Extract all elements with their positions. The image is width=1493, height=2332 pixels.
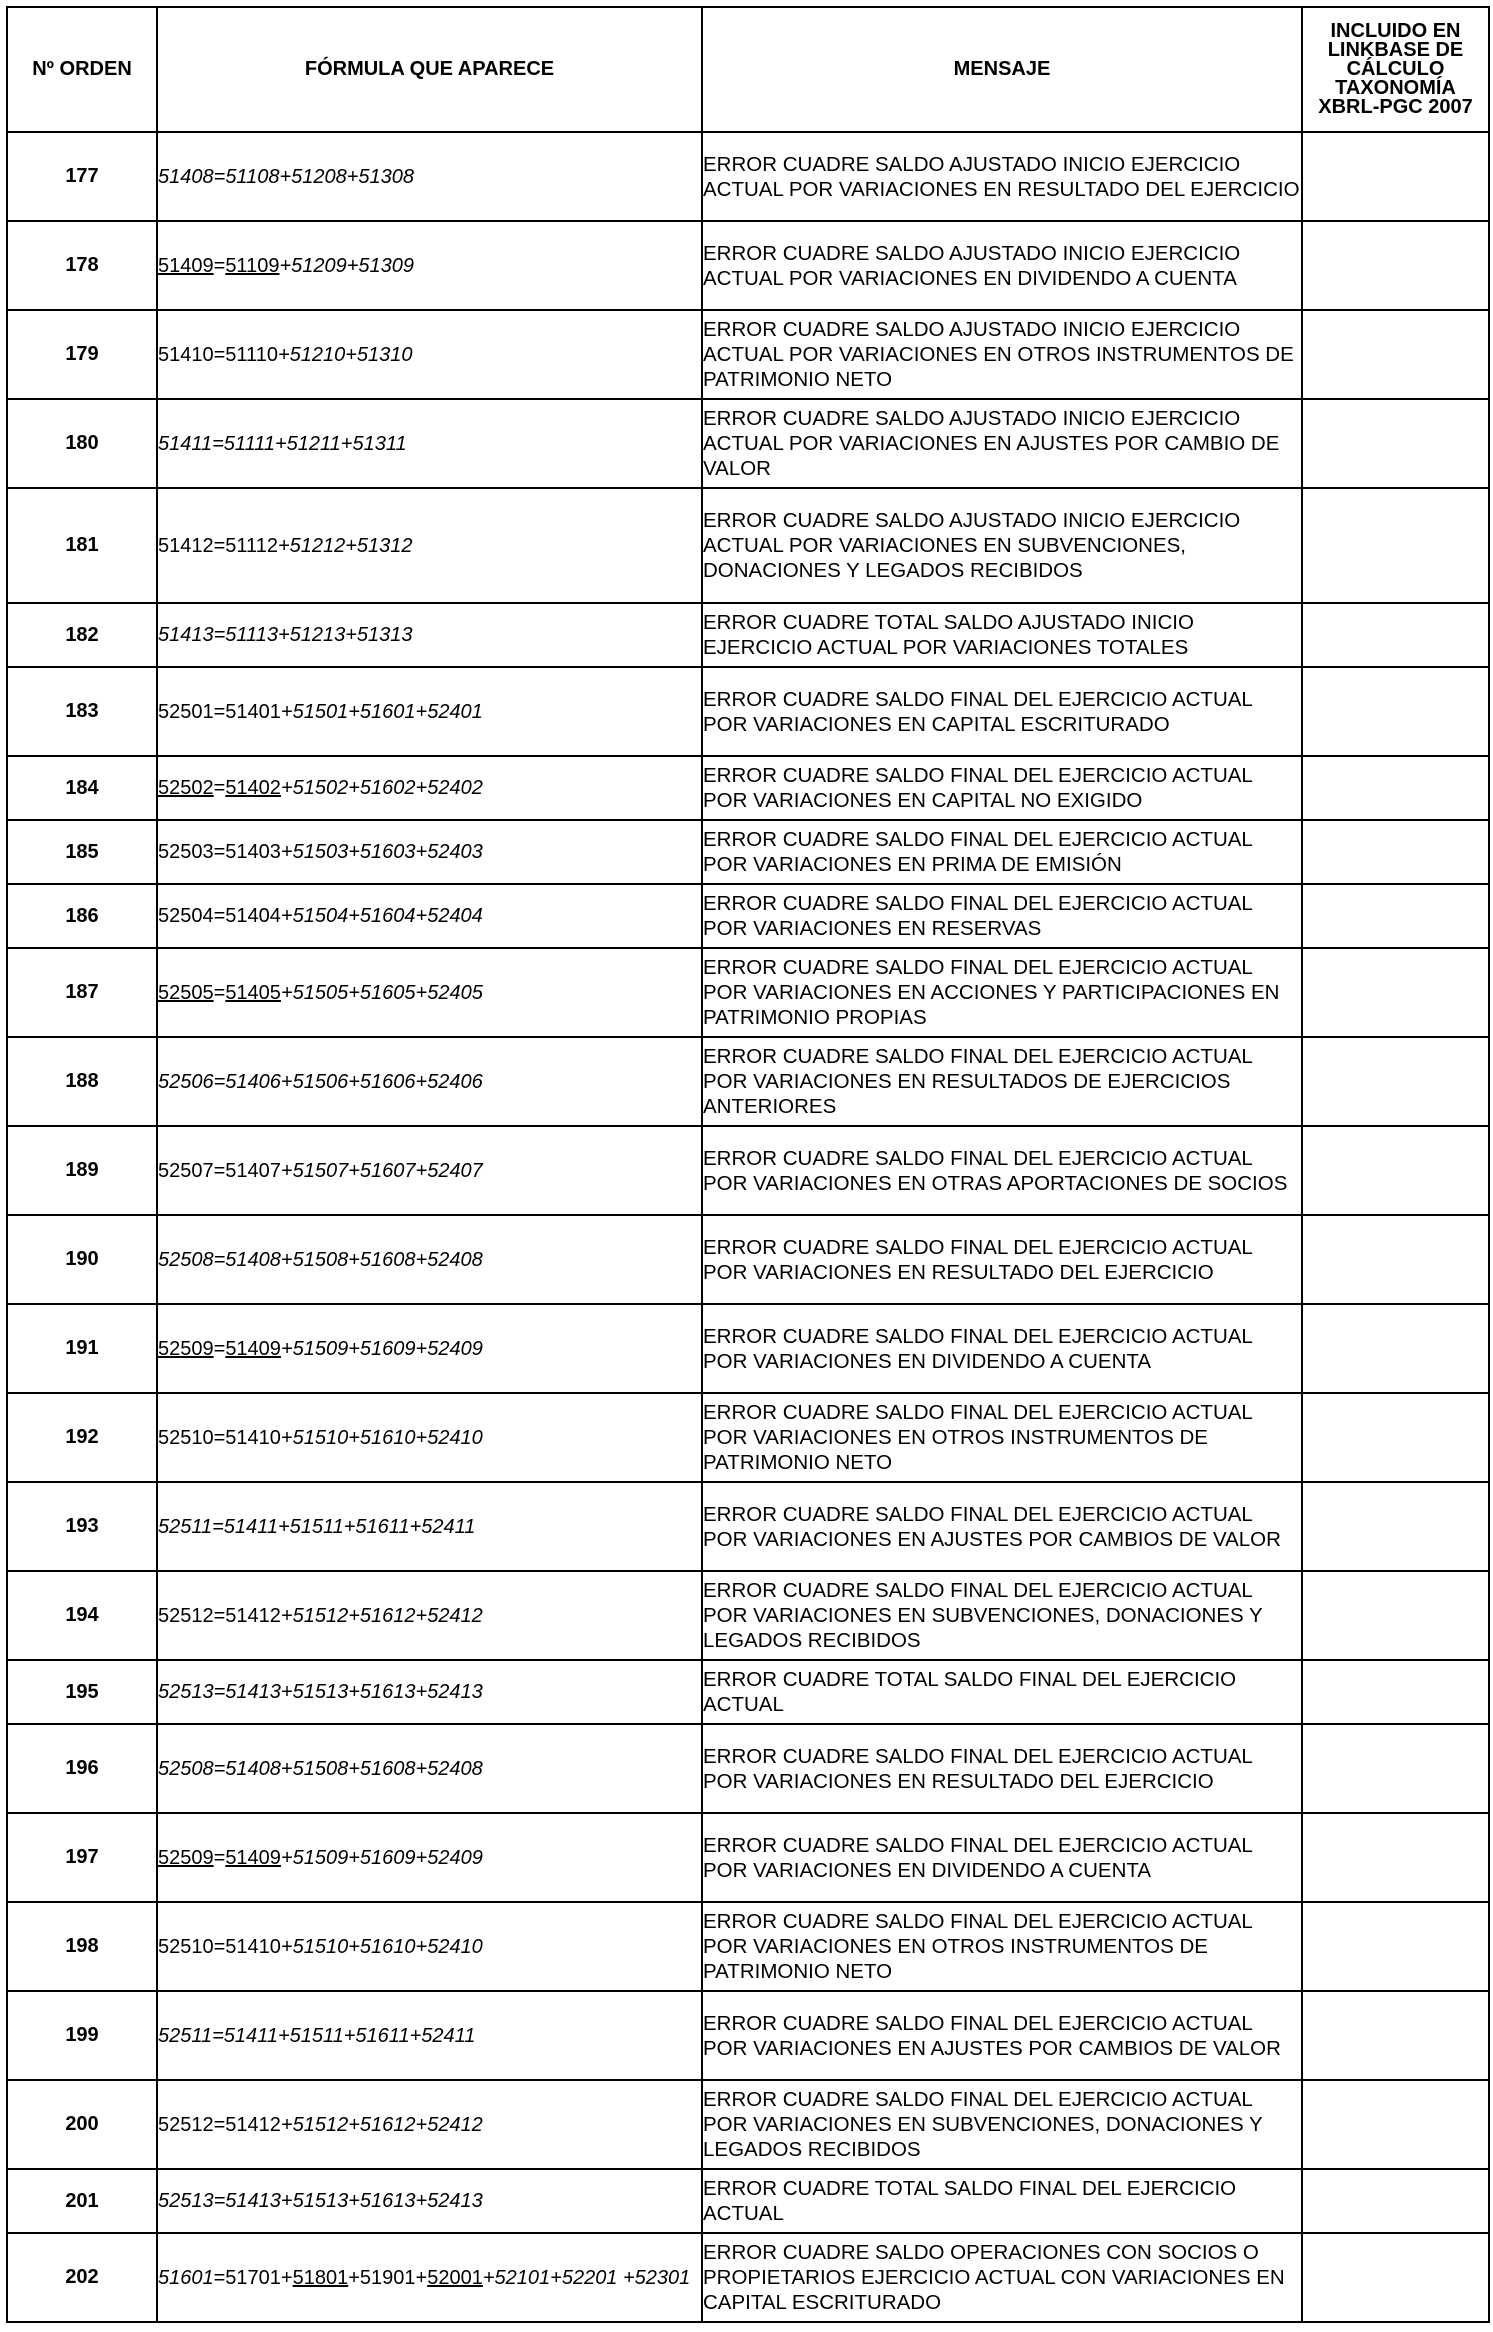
- formula-segment: 51405: [225, 981, 281, 1004]
- table-row: [7, 1813, 1489, 1902]
- incluido-cell: [1302, 948, 1489, 1037]
- message-cell: ERROR CUADRE TOTAL SALDO FINAL DEL EJERCICIO ACTUAL: [702, 1660, 1302, 1724]
- formula-segment: 52501=51401: [158, 700, 281, 723]
- formula-cell: [157, 820, 702, 884]
- table-row: [7, 310, 1489, 399]
- order-number: 200: [7, 2080, 157, 2169]
- message-cell: ERROR CUADRE SALDO FINAL DEL EJERCICIO ACTUAL POR VARIACIONES EN SUBVENCIONES, DONACIONES Y LEGADOS RECIBIDOS: [702, 2080, 1302, 2169]
- order-number: 196: [7, 1724, 157, 1813]
- formula-cell: [157, 310, 702, 399]
- formula-segment: =: [213, 777, 226, 799]
- table-row: [7, 132, 1489, 221]
- formula-segment: 51413=51113+51213+51313: [158, 624, 413, 646]
- formula-segment: 52505: [158, 981, 214, 1004]
- table-row: [7, 1724, 1489, 1813]
- incluido-cell: [1302, 1482, 1489, 1571]
- formula-segment: 52508=51408+51508+51608+52408: [158, 1757, 483, 1780]
- formula-cell: [157, 2080, 702, 2169]
- order-number: 199: [7, 1991, 157, 2080]
- order-number: 194: [7, 1571, 157, 1660]
- message-cell: ERROR CUADRE TOTAL SALDO AJUSTADO INICIO EJERCICIO ACTUAL POR VARIACIONES TOTALES: [702, 603, 1302, 667]
- formula-segment: 51108: [225, 165, 280, 188]
- header-mensaje: MENSAJE: [702, 7, 1302, 132]
- message-cell: ERROR CUADRE SALDO FINAL DEL EJERCICIO ACTUAL POR VARIACIONES EN CAPITAL NO EXIGIDO: [702, 756, 1302, 820]
- formula-segment: =51701+: [213, 2266, 293, 2289]
- order-number: 195: [7, 1660, 157, 1724]
- formula-segment: =: [213, 165, 226, 188]
- formula-segment: =: [213, 1846, 226, 1869]
- message-cell: ERROR CUADRE SALDO OPERACIONES CON SOCIOS O PROPIETARIOS EJERCICIO ACTUAL CON VARIACIONES EN CAPITAL ESCRITURADO: [702, 2233, 1302, 2322]
- message-cell: ERROR CUADRE SALDO AJUSTADO INICIO EJERCICIO ACTUAL POR VARIACIONES EN RESULTADO DEL EJERCICIO: [702, 132, 1302, 221]
- formula-segment: 52513=51413+51513+51613+52413: [158, 2190, 483, 2212]
- order-number: 181: [7, 488, 157, 603]
- formula-segment: +51503+51603+52403: [280, 841, 483, 863]
- formula-segment: +51510+51610+52410: [280, 1935, 483, 1958]
- table-row: [7, 399, 1489, 488]
- table-row: [7, 221, 1489, 310]
- table-row: [7, 1902, 1489, 1991]
- order-number: 186: [7, 884, 157, 948]
- formula-segment: 52502: [158, 777, 214, 799]
- incluido-cell: [1302, 399, 1489, 488]
- message-cell: ERROR CUADRE SALDO FINAL DEL EJERCICIO ACTUAL POR VARIACIONES EN AJUSTES POR CAMBIOS DE VALOR: [702, 1482, 1302, 1571]
- formula-segment: 51408: [158, 165, 214, 188]
- table-row: [7, 2080, 1489, 2169]
- formula-segment: +51510+51610+52410: [280, 1426, 483, 1449]
- formula-cell: [157, 1126, 702, 1215]
- formula-segment: +51210+51310: [277, 343, 413, 366]
- incluido-cell: [1302, 1037, 1489, 1126]
- incluido-cell: [1302, 2080, 1489, 2169]
- formula-cell: [157, 1037, 702, 1126]
- header-formula: FÓRMULA QUE APARECE: [157, 7, 702, 132]
- order-number: 184: [7, 756, 157, 820]
- incluido-cell: [1302, 667, 1489, 756]
- table-row: [7, 1215, 1489, 1304]
- incluido-cell: [1302, 756, 1489, 820]
- formula-segment: 51601: [158, 2266, 214, 2289]
- formula-segment: +51502+51602+52402: [280, 777, 483, 799]
- order-number: 180: [7, 399, 157, 488]
- message-cell: ERROR CUADRE SALDO AJUSTADO INICIO EJERCICIO ACTUAL POR VARIACIONES EN DIVIDENDO A CUENTA: [702, 221, 1302, 310]
- formula-segment: +51504+51604+52404: [280, 905, 483, 927]
- formula-segment: 51402: [225, 777, 281, 799]
- message-cell: ERROR CUADRE SALDO FINAL DEL EJERCICIO ACTUAL POR VARIACIONES EN OTROS INSTRUMENTOS DE PATRIMONIO NETO: [702, 1393, 1302, 1482]
- formula-cell: [157, 884, 702, 948]
- message-cell: ERROR CUADRE SALDO AJUSTADO INICIO EJERCICIO ACTUAL POR VARIACIONES EN SUBVENCIONES, DONACIONES Y LEGADOS RECIBIDOS: [702, 488, 1302, 603]
- formula-cell: [157, 1215, 702, 1304]
- table-row: [7, 1037, 1489, 1126]
- incluido-cell: [1302, 221, 1489, 310]
- order-number: 177: [7, 132, 157, 221]
- formula-segment: 52503=51403: [158, 841, 281, 863]
- message-cell: ERROR CUADRE SALDO FINAL DEL EJERCICIO ACTUAL POR VARIACIONES EN RESULTADOS DE EJERCICIOS ANTERIORES: [702, 1037, 1302, 1126]
- formula-segment: +51507+51607+52407: [280, 1159, 483, 1182]
- formula-cell: [157, 948, 702, 1037]
- formula-segment: +51512+51612+52412: [280, 1604, 483, 1627]
- formula-cell: [157, 221, 702, 310]
- table-row: [7, 1660, 1489, 1724]
- order-number: 197: [7, 1813, 157, 1902]
- table-row: [7, 1482, 1489, 1571]
- message-cell: ERROR CUADRE SALDO FINAL DEL EJERCICIO ACTUAL POR VARIACIONES EN RESULTADO DEL EJERCICIO: [702, 1724, 1302, 1813]
- formula-segment: +51501+51601+52401: [280, 700, 483, 723]
- table-row: [7, 948, 1489, 1037]
- table-row: [7, 820, 1489, 884]
- order-number: 191: [7, 1304, 157, 1393]
- formula-segment: 52001: [427, 2266, 483, 2289]
- formula-segment: =: [213, 254, 226, 277]
- message-cell: ERROR CUADRE SALDO FINAL DEL EJERCICIO ACTUAL POR VARIACIONES EN AJUSTES POR CAMBIOS DE VALOR: [702, 1991, 1302, 2080]
- formula-cell: [157, 1482, 702, 1571]
- order-number: 202: [7, 2233, 157, 2322]
- formula-segment: +51509+51609+52409: [280, 1846, 483, 1869]
- message-cell: ERROR CUADRE TOTAL SALDO FINAL DEL EJERCICIO ACTUAL: [702, 2169, 1302, 2233]
- incluido-cell: [1302, 2169, 1489, 2233]
- formula-segment: 52506=51406+51506+51606+52406: [158, 1070, 483, 1093]
- incluido-cell: [1302, 1724, 1489, 1813]
- incluido-cell: [1302, 310, 1489, 399]
- formula-cell: [157, 1813, 702, 1902]
- message-cell: ERROR CUADRE SALDO AJUSTADO INICIO EJERCICIO ACTUAL POR VARIACIONES EN AJUSTES POR CAMBIO DE VALOR: [702, 399, 1302, 488]
- table-row: [7, 603, 1489, 667]
- formula-segment: 52509: [158, 1846, 214, 1869]
- formula-cell: [157, 1660, 702, 1724]
- formula-cell: [157, 603, 702, 667]
- order-number: 188: [7, 1037, 157, 1126]
- order-number: 189: [7, 1126, 157, 1215]
- table-row: [7, 2169, 1489, 2233]
- order-number: 193: [7, 1482, 157, 1571]
- incluido-cell: [1302, 603, 1489, 667]
- incluido-cell: [1302, 1304, 1489, 1393]
- order-number: 182: [7, 603, 157, 667]
- formula-cell: [157, 399, 702, 488]
- incluido-cell: [1302, 1571, 1489, 1660]
- order-number: 185: [7, 820, 157, 884]
- formula-segment: 52510=51410: [158, 1935, 281, 1958]
- incluido-cell: [1302, 1215, 1489, 1304]
- incluido-cell: [1302, 1902, 1489, 1991]
- formula-segment: +51208+51308: [279, 165, 415, 188]
- formula-segment: 51801: [292, 2266, 349, 2289]
- formula-segment: 51409: [158, 254, 214, 277]
- formula-cell: [157, 1902, 702, 1991]
- header-row: [7, 7, 1489, 132]
- formula-segment: +51209+51309: [279, 254, 415, 277]
- formula-segment: 52510=51410: [158, 1426, 281, 1449]
- message-cell: ERROR CUADRE SALDO FINAL DEL EJERCICIO ACTUAL POR VARIACIONES EN RESULTADO DEL EJERCICIO: [702, 1215, 1302, 1304]
- message-cell: ERROR CUADRE SALDO FINAL DEL EJERCICIO ACTUAL POR VARIACIONES EN DIVIDENDO A CUENTA: [702, 1813, 1302, 1902]
- formula-cell: [157, 1393, 702, 1482]
- formula-segment: 52508=51408+51508+51608+52408: [158, 1248, 483, 1271]
- order-number: 190: [7, 1215, 157, 1304]
- table-body: [7, 132, 1489, 2322]
- incluido-cell: [1302, 884, 1489, 948]
- table-row: [7, 884, 1489, 948]
- formula-segment: 52509: [158, 1337, 214, 1360]
- formula-cell: [157, 1304, 702, 1393]
- table-row: [7, 1571, 1489, 1660]
- formula-segment: +51901+: [348, 2266, 428, 2289]
- formula-segment: 51409: [225, 1337, 281, 1360]
- table-row: [7, 1126, 1489, 1215]
- incluido-cell: [1302, 488, 1489, 603]
- formula-segment: =: [213, 1337, 226, 1360]
- formula-cell: [157, 488, 702, 603]
- formula-cell: [157, 667, 702, 756]
- formula-segment: 51410=51110: [158, 343, 278, 366]
- formula-segment: 52511=51411+51511+51611+52411: [158, 1515, 476, 1538]
- formula-segment: +51509+51609+52409: [280, 1337, 483, 1360]
- formula-cell: [157, 1571, 702, 1660]
- formula-cell: [157, 1724, 702, 1813]
- incluido-cell: [1302, 1126, 1489, 1215]
- formula-segment: 52507=51407: [158, 1159, 281, 1182]
- formula-segment: +51212+51312: [277, 534, 413, 557]
- formula-segment: 52513=51413+51513+51613+52413: [158, 1681, 483, 1703]
- order-number: 201: [7, 2169, 157, 2233]
- message-cell: ERROR CUADRE SALDO FINAL DEL EJERCICIO ACTUAL POR VARIACIONES EN SUBVENCIONES, DONACIONES Y LEGADOS RECIBIDOS: [702, 1571, 1302, 1660]
- table-row: [7, 2233, 1489, 2322]
- table-row: [7, 1304, 1489, 1393]
- incluido-cell: [1302, 2233, 1489, 2322]
- formula-segment: 52512=51412: [158, 1604, 281, 1627]
- formula-segment: +51505+51605+52405: [280, 981, 483, 1004]
- incluido-cell: [1302, 1393, 1489, 1482]
- header-orden: Nº ORDEN: [7, 7, 157, 132]
- order-number: 192: [7, 1393, 157, 1482]
- formula-segment: 51411=51111+51211+51311: [158, 432, 407, 455]
- formula-cell: [157, 2233, 702, 2322]
- formula-segment: 52512=51412: [158, 2113, 281, 2136]
- incluido-cell: [1302, 1660, 1489, 1724]
- header-incluido: INCLUIDO EN LINKBASE DE CÁLCULO TAXONOMÍA XBRL-PGC 2007: [1302, 7, 1489, 132]
- table-row: [7, 667, 1489, 756]
- order-number: 187: [7, 948, 157, 1037]
- table-row: [7, 1991, 1489, 2080]
- order-number: 178: [7, 221, 157, 310]
- formula-segment: 51109: [225, 254, 280, 277]
- message-cell: ERROR CUADRE SALDO FINAL DEL EJERCICIO ACTUAL POR VARIACIONES EN OTROS INSTRUMENTOS DE PATRIMONIO NETO: [702, 1902, 1302, 1991]
- incluido-cell: [1302, 820, 1489, 884]
- formula-cell: [157, 756, 702, 820]
- order-number: 179: [7, 310, 157, 399]
- order-number: 198: [7, 1902, 157, 1991]
- formula-segment: 51412=51112: [158, 534, 278, 557]
- incluido-cell: [1302, 1813, 1489, 1902]
- formula-segment: +51512+51612+52412: [280, 2113, 483, 2136]
- message-cell: ERROR CUADRE SALDO FINAL DEL EJERCICIO ACTUAL POR VARIACIONES EN RESERVAS: [702, 884, 1302, 948]
- formula-segment: +52101+52201 +52301: [482, 2266, 691, 2289]
- table-row: [7, 756, 1489, 820]
- validation-table: [6, 6, 1490, 2323]
- message-cell: ERROR CUADRE SALDO FINAL DEL EJERCICIO ACTUAL POR VARIACIONES EN DIVIDENDO A CUENTA: [702, 1304, 1302, 1393]
- incluido-cell: [1302, 132, 1489, 221]
- message-cell: ERROR CUADRE SALDO FINAL DEL EJERCICIO ACTUAL POR VARIACIONES EN CAPITAL ESCRITURADO: [702, 667, 1302, 756]
- table-row: [7, 488, 1489, 603]
- message-cell: ERROR CUADRE SALDO FINAL DEL EJERCICIO ACTUAL POR VARIACIONES EN PRIMA DE EMISIÓN: [702, 820, 1302, 884]
- order-number: 183: [7, 667, 157, 756]
- formula-cell: [157, 1991, 702, 2080]
- message-cell: ERROR CUADRE SALDO AJUSTADO INICIO EJERCICIO ACTUAL POR VARIACIONES EN OTROS INSTRUMENTOS DE PATRIMONIO NETO: [702, 310, 1302, 399]
- table-row: [7, 1393, 1489, 1482]
- message-cell: ERROR CUADRE SALDO FINAL DEL EJERCICIO ACTUAL POR VARIACIONES EN ACCIONES Y PARTICIPACIONES EN PATRIMONIO PROPIAS: [702, 948, 1302, 1037]
- formula-segment: 51409: [225, 1846, 281, 1869]
- formula-segment: 52511=51411+51511+51611+52411: [158, 2024, 476, 2047]
- formula-cell: [157, 2169, 702, 2233]
- message-cell: ERROR CUADRE SALDO FINAL DEL EJERCICIO ACTUAL POR VARIACIONES EN OTRAS APORTACIONES DE SOCIOS: [702, 1126, 1302, 1215]
- formula-cell: [157, 132, 702, 221]
- formula-segment: 52504=51404: [158, 905, 281, 927]
- incluido-cell: [1302, 1991, 1489, 2080]
- formula-segment: =: [213, 981, 226, 1004]
